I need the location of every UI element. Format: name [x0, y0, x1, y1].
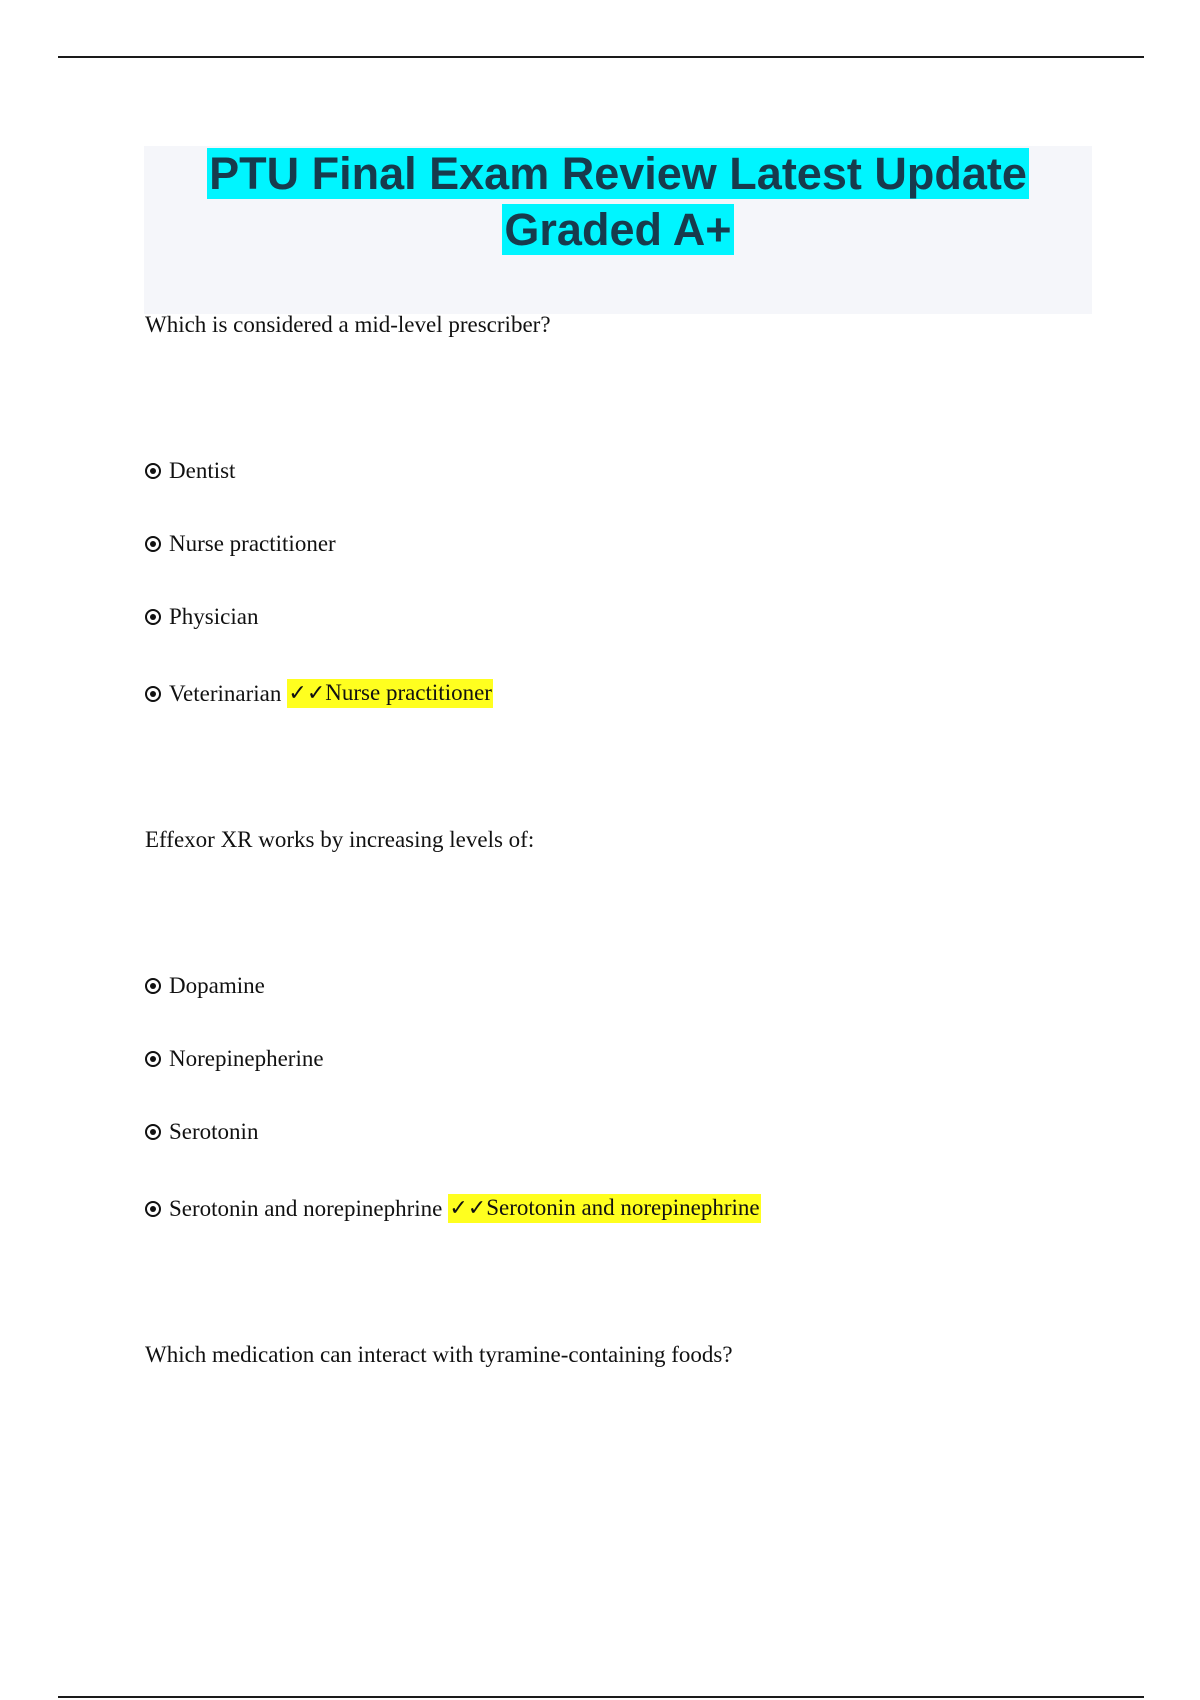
option-item [145, 972, 265, 1000]
option-label: Serotonin and norepinephrine [169, 1195, 443, 1221]
radio-bullet-icon [145, 686, 161, 702]
option-label: Physician [169, 604, 259, 629]
title-banner [144, 146, 1092, 314]
option-item [145, 530, 336, 558]
radio-bullet-icon [145, 1124, 161, 1140]
correct-answer-highlight [287, 679, 493, 708]
correct-answer-highlight [448, 1194, 760, 1223]
option-label: Dentist [169, 458, 236, 483]
check-mark-icon: ✓✓ [288, 681, 326, 706]
question-1: Which is considered a mid-level prescriber? [145, 312, 551, 337]
document-title-line-2: Graded A+ [504, 204, 732, 255]
option-item [145, 679, 493, 708]
radio-bullet-icon [145, 609, 161, 625]
bottom-rule [58, 1696, 1144, 1698]
option-item [145, 603, 258, 631]
check-mark-icon: ✓✓ [449, 1196, 487, 1221]
option-label: Serotonin [169, 1119, 259, 1144]
top-rule [58, 56, 1144, 58]
option-item [145, 1045, 324, 1073]
question-2: Effexor XR works by increasing levels of: [145, 827, 535, 852]
question-3: Which medication can interact with tyramine-containing foods? [145, 1342, 733, 1367]
document-title-line-1: PTU Final Exam Review Latest Update [209, 148, 1027, 199]
radio-bullet-icon [145, 463, 161, 479]
correct-answer-text: Nurse practitioner [325, 680, 492, 705]
option-label: Veterinarian [169, 680, 282, 706]
radio-bullet-icon [145, 536, 161, 552]
radio-bullet-icon [145, 1051, 161, 1067]
option-item [145, 1194, 761, 1223]
option-label: Nurse practitioner [169, 531, 336, 556]
radio-bullet-icon [145, 1201, 161, 1217]
option-item [145, 1118, 258, 1146]
option-item [145, 457, 235, 485]
option-label: Dopamine [169, 973, 265, 998]
option-label: Norepinepherine [169, 1046, 324, 1071]
radio-bullet-icon [145, 978, 161, 994]
correct-answer-text: Serotonin and norepinephrine [486, 1195, 760, 1220]
